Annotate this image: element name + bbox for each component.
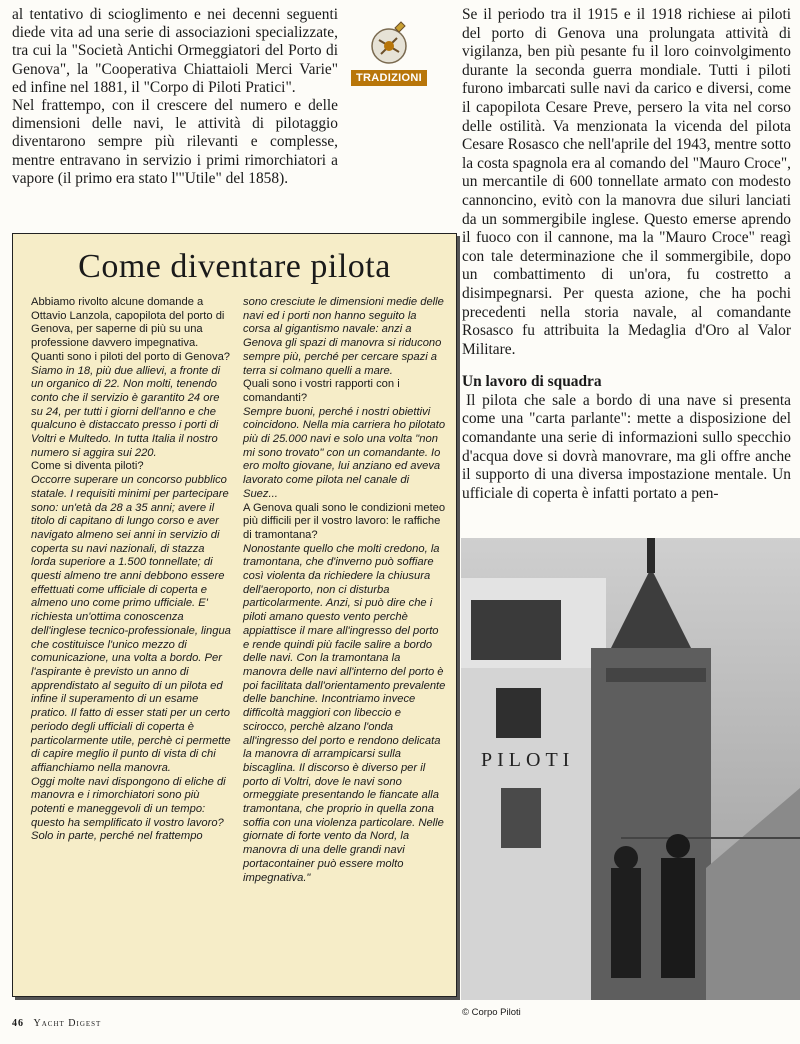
interview-answer: Occorre superare un concorso pubblico statale. I requisiti minimi per partecipare sono: un'età da 28 a 35 anni; avere il titolo di capitano di lungo corso e aver navigato almeno sei anni in servizio di coperta su navi nazionali, di stazza lorda superiore a 1.500 tonnellate; di questi almeno tre anni debbono essere effettuati come ufficiale di coperta e almeno uno come primo ufficiale. E' richiesta un'ottima conoscenza dell'inglese tecnico-professionale, lingua che costituisce l'unico mezzo di comunicazione, una volta a bordo. Per l'aspirante è previsto un anno di apprendistato al seguito di un pilota ed infine il superamento di un esame pratico. Il fatto di esser stati per un certo periodo degli ufficiali di coperta è particolarmente utile, perchè ci permette di capire meglio il punto di vista di chi affianchiamo nella manovra. [31,474,231,774]
piloti-sign: PILOTI [481,749,575,771]
interview-answer: Nonostante quello che molti credono, la tramontana, che d'inverno può soffiare così violenta da richiedere la chiusura dell'aeroporto, non ci disturba particolarmente. Anzi, si può dire che i piloti amano questo vento perchè appiattisce il mare all'ingresso del porto e rende quindi più facile salire a bordo delle navi. Con la tramontana la manovra delle navi all'interno del porto è poi facilitata dall'orientamento prevalente delle banchine. Incontriamo invece difficoltà maggiori con libeccio e scirocco, perchè alzano l'onda all'ingresso del porto e rendono delicata la manovra di arrampicarsi sulla biscaglina. Il discorso è diverso per il porto di Voltri, dove le navi sono ormeggiate presentando le fiancate alla tramontana, che proprio in quella zona soffia con una violenza particolare. Nelle giornate di forte vento da Nord, la manovra di una delle grandi navi portacontainer può essere molto impegnativa." [243,542,446,884]
page-number: 46 [12,1018,24,1029]
interview-answer: Siamo in 18, più due allievi, a fronte di un organico di 22. Non molti, tenendo conto che il servizio è garantito 24 ore su 24, per tutti i giorni dell'anno e che qualcuno è distaccato presso i porti di Voltri e Multedo. In tutta Italia il nostro numero si aggira sui 220. [31,364,221,459]
box-title: Come diventare pilota [78,248,391,285]
historic-photo [461,538,800,1000]
box-right-column [243,296,446,885]
interview-answer: sono cresciute le dimensioni medie delle navi ed i porti non hanno seguito la corsa al gigantismo navale: anzi a Genova gli spazi di manovra si riducono sempre più, perché per cercare spazi a terra si colmano quelli a mare. [243,296,444,377]
page-footer [12,1018,101,1029]
photo-credit: © Corpo Piloti [462,1007,521,1018]
interview-answer: Sempre buoni, perché i nostri obiettivi coincidono. Nella mia carriera ho pilotato più di 25.000 navi e solo una volta "non mi sono trovato" con un comandante. Io ero molto giovane, lui anziano ed aveva lavorato come pilota nel canale di Suez... [243,405,446,500]
interview-question: Quanti sono i piloti del porto di Genova? [31,350,231,363]
interview-question: Come si diventa piloti? [31,460,144,473]
interview-box [12,233,457,997]
intro-paragraph-2: Nel frattempo, con il crescere del numero e delle dimensioni delle navi, le attività di pilotaggio diventarono sempre più rilevanti e complesse, mentre entravano in servizio i primi rimorchiatori a vapore (il primo era stato l'"Utile" del 1858). [12,97,338,187]
intro-column [12,6,338,188]
right-column [462,6,791,503]
interview-question: Quali sono i vostri rapporti con i comandanti? [243,378,400,404]
right-paragraph: Se il periodo tra il 1915 e il 1918 richiese ai piloti del porto di Genova una prolungata attività di vigilanza, ben più pesante fu il loro coinvolgimento durante la seconda guerra mondiale. Tutti i piloti furono imbarcati sulle navi da carico e diversi, come il capopilota Cesare Preve, persero la vita nel corso delle ostilità. Va menzionata la vicenda del pilota Cesare Rosasco che nell'aprile del 1943, mentre sotto la costa spagnola era al comando del "Mauro Croce", un mercantile di 600 tonnellate armato con modesto cannoncino, evitò con la manovra due siluri lanciati da un sommergibile inglese. Questo emerse aprendo il fuoco con il cannone, ma la "Mauro Croce" reagì con tale determinazione che il sommergibile, dopo un combattimento di un'ora, fu costretto a disimpegnarsi. Per questa azione, che ha pochi precedenti nella storia navale, al comandante Rosasco fu attribuita la Medaglia d'Oro al Valor Militare. [462,6,791,358]
magazine-name: Yacht Digest [33,1018,102,1029]
subheading: Un lavoro di squadra [462,373,602,391]
section-badge-label: TRADIZIONI [351,70,427,86]
subheading-paragraph: Il pilota che sale a bordo di una nave si presenta come una "carta parlante": mette a disposizione del comandante una serie di informazioni sullo specchio d'acqua dove si dovrà manovrare, ma gli offre anche il supporto di una diversa impostazione mentale. Un ufficiale di coperta è infatti portato a pen- [462,391,791,502]
interview-question: Abbiamo rivolto alcune domande a Ottavio Lanzola, capopilota del porto di Genova, per saperne di più su una professione davvero impegnativa. [31,296,225,350]
interview-answer: Oggi molte navi dispongono di eliche di manovra e i rimorchiatori sono più potenti e maneggevoli di un tempo: questo ha semplificato il vostro lavoro? [31,775,226,829]
intro-paragraph-1: al tentativo di scioglimento e nei decenni seguenti diede vita ad una serie di associazioni specializzate, tra cui la "Società Antichi Ormeggiatori del Porto di Genova", la "Cooperativa Chiattaioli Merci Varie" ed infine nel 1881, il "Corpo di Piloti Pratici". [12,6,338,96]
interview-question: A Genova quali sono le condizioni meteo più difficili per il vostro lavoro: le raffiche di tramontana? [243,501,446,541]
box-left-column [31,296,231,844]
interview-answer: Solo in parte, perché nel frattempo [31,830,203,843]
